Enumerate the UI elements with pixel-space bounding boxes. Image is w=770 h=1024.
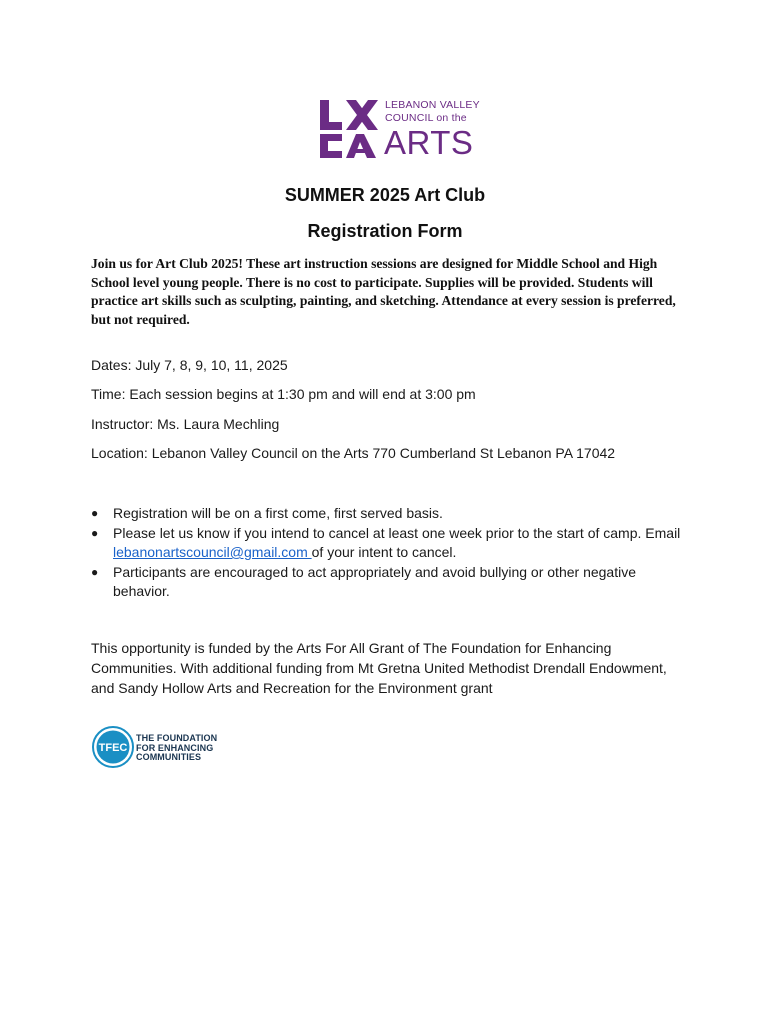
lvca-logo	[318, 98, 480, 162]
bullet-text-cancel-before: Please let us know if you intend to cancel at least one week prior to the start of camp. Email	[113, 524, 681, 541]
lvca-mark-icon	[318, 98, 380, 160]
bullet-text-behavior: Participants are encouraged to act appropriately and avoid bullying or other negative behavior.	[113, 563, 636, 599]
intro-paragraph: Join us for Art Club 2025! These art instruction sessions are designed for Middle School and High School level young people. There is no cost to participate. Supplies will be provided. Students will practice art skills such as sculpting, painting, and sketching. Attendance at every session is preferred, but not required.	[91, 256, 676, 327]
tfec-line-2: FOR ENHANCING	[136, 742, 214, 753]
bullet-text-registration: Registration will be on a first come, first served basis.	[113, 505, 443, 521]
time-text: Time: Each session begins at 1:30 pm and will end at 3:00 pm	[91, 386, 476, 402]
tfec-text	[136, 734, 217, 763]
instructor-text: Instructor: Ms. Laura Mechling	[91, 416, 280, 432]
list-item	[91, 524, 691, 563]
list-item	[91, 563, 691, 602]
email-link[interactable]: lebanonartscouncil@gmail.com	[113, 544, 312, 560]
page-subtitle: Registration Form	[307, 221, 463, 241]
page-title: SUMMER 2025 Art Club	[284, 185, 486, 205]
logo-line-1: LEBANON VALLEY	[385, 99, 480, 111]
tfec-badge-text: TFEC	[98, 742, 128, 754]
bullet-icon: ●	[91, 564, 99, 579]
bullet-text-cancel-after: of your intent to cancel.	[311, 544, 457, 560]
tfec-line-3: COMMUNITIES	[136, 752, 202, 762]
tfec-badge-icon	[92, 726, 134, 768]
dates-text: Dates: July 7, 8, 9, 10, 11, 2025	[91, 357, 288, 373]
rules-list	[91, 504, 691, 602]
logo-arts-text: ARTS	[384, 124, 474, 161]
list-item	[91, 504, 691, 524]
tfec-line-1: THE FOUNDATION	[136, 733, 218, 743]
funding-paragraph: This opportunity is funded by the Arts For All Grant of The Foundation for Enhancing Communities. With additional funding from Mt Gretna United Methodist Drendall Endowment, and Sandy Hollow Arts and Recreation for the Environment grant	[91, 640, 667, 696]
logo-line-2: COUNCIL on the	[385, 112, 467, 124]
location-text: Location: Lebanon Valley Council on the Arts 770 Cumberland St Lebanon PA 17042	[91, 445, 616, 461]
bullet-icon: ●	[91, 506, 99, 520]
bullet-icon: ●	[91, 525, 99, 540]
tfec-logo	[92, 726, 232, 770]
